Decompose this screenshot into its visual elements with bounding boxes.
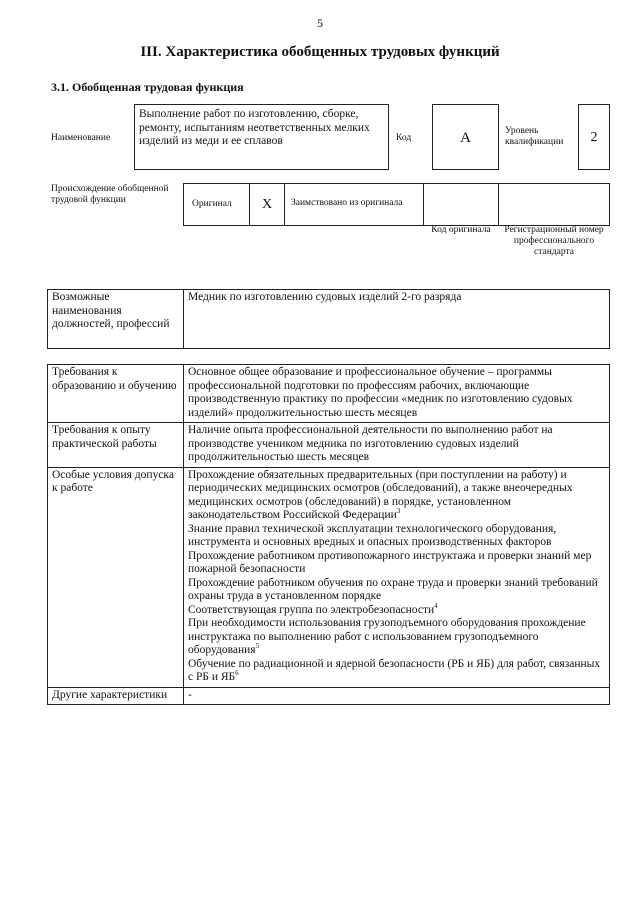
original-code-caption: Код оригинала xyxy=(431,225,491,235)
page-number: 5 xyxy=(317,16,323,30)
code-box xyxy=(432,104,499,170)
education-label: Требования к образованию и обучению xyxy=(48,365,184,423)
reg-number-cell xyxy=(498,183,610,226)
original-label: Оригинал xyxy=(192,199,232,209)
function-name-box xyxy=(134,104,389,170)
positions-value: Медник по изготовлению судовых изделий 2-го разряда xyxy=(184,290,610,349)
education-value: Основное общее образование и профессиональное обучение – программы профессиональной подготовки по профессиям рабочих, включающие производственную практику по профессии «медник по изготовлению судовых изделий» продолжительностью шесть месяцев xyxy=(184,365,610,423)
other-label: Другие характеристики xyxy=(48,687,184,705)
borrowed-label: Заимствовано из оригинала xyxy=(291,198,403,208)
name-label: Наименование xyxy=(51,133,111,143)
original-mark-cell xyxy=(249,183,285,226)
condition-item: При необходимости использования грузоподъемного оборудования прохождение инструктажа по выполнению работ с использованием грузоподъемного оборудования$^5$ xyxy=(188,617,586,656)
code-value: А xyxy=(460,130,471,146)
condition-item: Прохождение работником обучения по охране труда и проверки знаний требований охраны труда в установленном порядке xyxy=(188,576,598,602)
level-box xyxy=(578,104,610,170)
requirements-table xyxy=(47,364,610,705)
level-value: 2 xyxy=(590,130,598,145)
other-row xyxy=(48,687,610,705)
original-code-cell xyxy=(423,183,499,226)
conditions-label: Особые условия допуска к работе xyxy=(48,467,184,687)
subsection-title: 3.1. Обобщенная трудовая функция xyxy=(51,80,244,94)
level-label: Уровень квалификации xyxy=(505,126,564,147)
positions-row xyxy=(48,290,610,349)
section-title: III. Характеристика обобщенных трудовых функций xyxy=(140,44,500,60)
condition-item: Соответствующая группа по электробезопасности$^4$ xyxy=(188,601,438,616)
condition-item: Прохождение обязательных предварительных (при поступлении на работу) и периодических медицинских осмотров (обследований), а также внеочередных медицинских осмотров (обследований) в порядке, установленном законодательством Российской Федерации$^3$ xyxy=(188,468,573,521)
origin-label: Происхождение обобщенной трудовой функции xyxy=(51,184,169,205)
experience-value: Наличие опыта профессиональной деятельности по выполнению работ на производстве учеником медника по изготовлению судовых изделий продолжительностью шесть месяцев xyxy=(184,423,610,468)
borrowed-cell xyxy=(284,183,424,226)
code-label: Код xyxy=(396,133,412,143)
original-cell xyxy=(183,183,250,226)
condition-item: Прохождение работником противопожарного инструктажа и проверки знаний мер пожарной безопасности xyxy=(188,549,592,575)
experience-row xyxy=(48,423,610,468)
condition-item: Обучение по радиационной и ядерной безопасности (РБ и ЯБ) для работ, связанных с РБ и $ЯБ^6$ xyxy=(188,657,601,683)
experience-label: Требования к опыту практической работы xyxy=(48,423,184,468)
positions-table xyxy=(47,289,610,349)
reg-number-caption: Регистрационный номер профессионального стандарта xyxy=(504,225,604,257)
function-name-value: Выполнение работ по изготовлению, сборке, ремонту, испытаниям неответственных мелких изделий из меди и ее сплавов xyxy=(139,108,370,147)
condition-item: Знание правил технической эксплуатации технологического оборудования, инструмента и основных вредных и опасных производственных факторов xyxy=(188,522,557,548)
education-row xyxy=(48,365,610,423)
other-value: - xyxy=(184,687,610,705)
original-mark: X xyxy=(261,197,273,212)
conditions-row xyxy=(48,467,610,687)
conditions-list xyxy=(184,467,610,687)
positions-label: Возможные наименования должностей, профессий xyxy=(48,290,184,349)
